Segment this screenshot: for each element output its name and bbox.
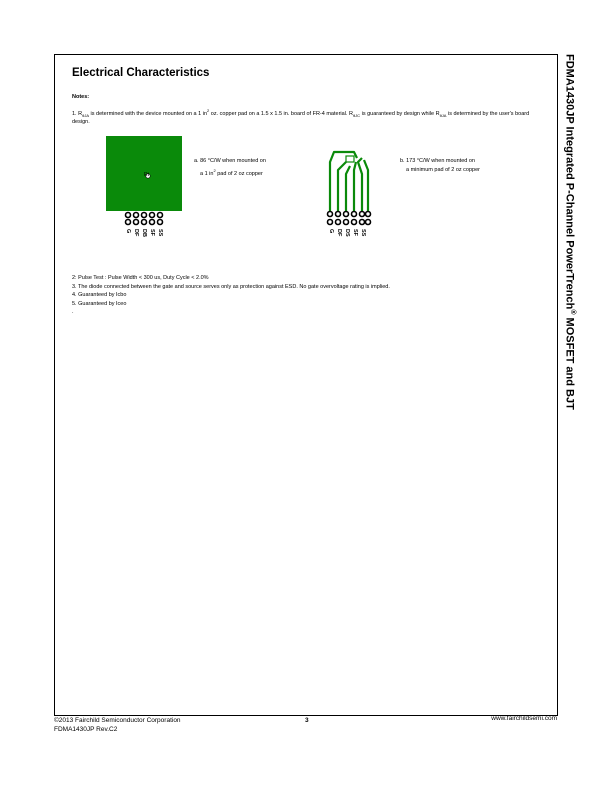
pin-label: SF — [352, 229, 358, 237]
note-1-text: is guaranteed by design while R — [360, 110, 440, 117]
side-title-main: FDMA1430JP Integrated P-Channel PowerTrench — [563, 54, 576, 310]
note-1-sub: θJA — [82, 112, 89, 118]
website-link[interactable]: www.fairchildsemi.com — [491, 715, 557, 722]
pin-label: DF — [133, 229, 139, 237]
pad-label: Rt — [144, 172, 149, 178]
page-title: Electrical Characteristics — [72, 67, 210, 79]
note-item: 5. Guaranteed by Iceo — [72, 300, 127, 307]
figure-a-caption-line1: a. 86 °C/W when mounted on — [194, 158, 266, 164]
pin-label: SF — [149, 229, 155, 237]
figure-b-pcb — [322, 148, 378, 232]
note-1 — [72, 107, 546, 126]
note-item: 4. Guaranteed by Icbo — [72, 292, 127, 298]
figure-b-caption-line1: b. 173 °C/W when mounted on — [400, 158, 475, 164]
pin-row-b — [328, 212, 371, 225]
note-1-text: 1. R — [72, 110, 83, 117]
note-item: . — [72, 309, 74, 315]
figure-b-caption — [400, 157, 480, 175]
note-item: 2: Pulse Test : Pulse Width < 300 us, Duty Cycle < 2.0% — [72, 275, 209, 281]
figure-a-caption — [194, 157, 266, 179]
note-item: 3. The diode connected between the gate and source serves only as protection against ESD. No gate overvoltage rating is implied. — [72, 283, 390, 290]
pin-label: DF — [336, 229, 342, 237]
pin-label: DS — [344, 229, 350, 237]
notes-heading: Notes: — [72, 94, 90, 100]
note-1-text: is determined by the user's board design. — [72, 110, 530, 125]
pin-label: G — [125, 229, 131, 234]
package-outline — [346, 156, 354, 162]
figure-a-caption-line2: a 1 $in^2$ pad of 2 oz copper — [200, 168, 263, 177]
page-number: 3 — [305, 717, 309, 724]
note-1-sub: θJC — [352, 112, 361, 118]
side-title — [563, 54, 576, 410]
pin-row-a — [126, 213, 163, 225]
registered-mark: ® — [569, 309, 576, 315]
pin-label: SS — [360, 229, 366, 237]
notes-list — [72, 274, 390, 317]
side-title-tail: MOSFET and BJT — [563, 314, 576, 410]
note-1-sub: θJA — [439, 112, 447, 118]
note-1-sup: 2 — [207, 108, 210, 113]
note-1-text: is determined with the device mounted on a 1 in — [89, 110, 208, 117]
note-1-text: oz. copper pad on a 1.5 x 1.5 in. board of FR-4 material. R — [209, 110, 353, 117]
copyright: ©2013 Fairchild Semiconductor Corporation — [54, 717, 181, 724]
footer-left — [54, 717, 181, 734]
pin-label: DB — [141, 229, 147, 237]
pin-label: G — [328, 229, 334, 234]
part-revision: FDMA1430JP Rev.C2 — [54, 725, 118, 733]
figure-b-caption-line2: a minimum pad of 2 oz copper — [406, 167, 480, 173]
pin-label: SS — [157, 229, 163, 237]
figure-a-pcb — [104, 134, 184, 240]
